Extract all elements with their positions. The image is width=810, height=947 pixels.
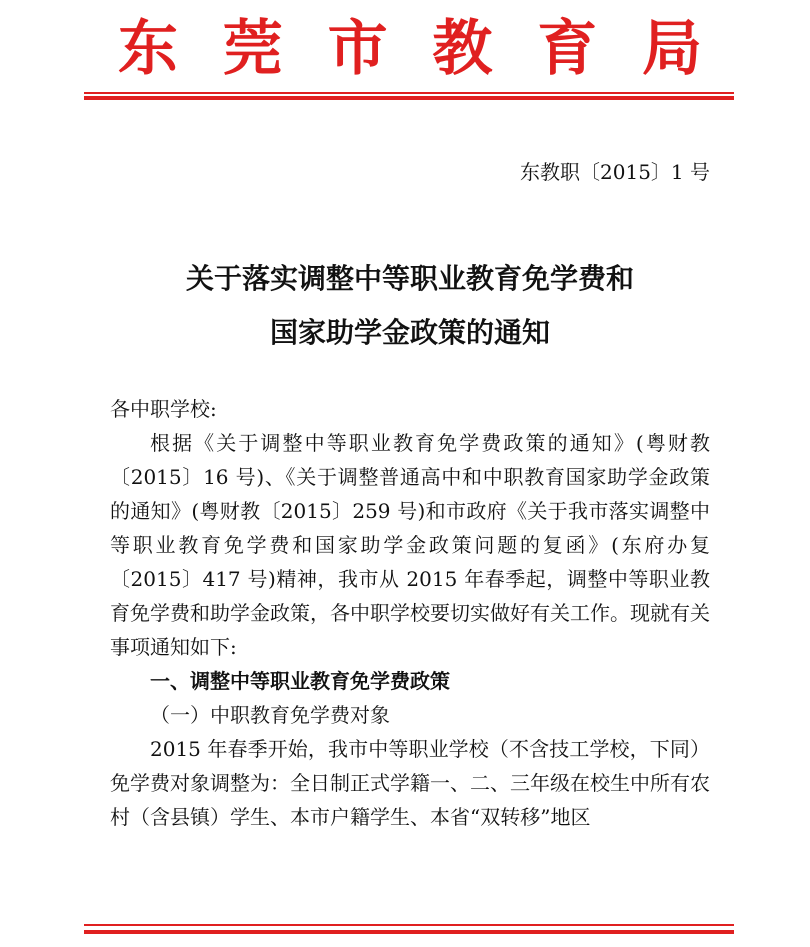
- salutation: 各中职学校:: [110, 397, 217, 421]
- subsection-heading: （一）中职教育免学费对象: [150, 703, 390, 727]
- document-body: [110, 392, 710, 834]
- document-number: 东教职〔2015〕1 号: [520, 160, 710, 184]
- letterhead-char: 东: [118, 14, 178, 84]
- letterhead-char: 育: [537, 14, 598, 84]
- letterhead-divider-thick: [84, 96, 734, 100]
- footer-divider-thick: [84, 930, 734, 934]
- document-title: [110, 252, 710, 360]
- body-paragraph: 2015 年春季开始，我市中等职业学校（不含技工学校，下同）免学费对象调整为：全日制正式学籍一、二、三年级在校生中所有农村（含县镇）学生、本市户籍学生、本省“双转移”地区: [110, 737, 710, 829]
- document-title-line-2: 国家助学金政策的通知: [269, 316, 550, 349]
- section-heading: 一、调整中等职业教育免学费政策: [150, 669, 450, 693]
- letterhead-char: 教: [432, 14, 493, 84]
- document-title-line-1: 关于落实调整中等职业教育免学费和: [185, 262, 634, 295]
- letterhead-char: 局: [641, 14, 702, 84]
- intro-paragraph: 根据《关于调整中等职业教育免学费政策的通知》(粤财教〔2015〕16 号)、《关于调整普通高中和中职教育国家助学金政策的通知》(粤财教〔2015〕259 号)和市政府《关于我市落实调整中等职业教育免学费和国家助学金政策问题的复函》(东府办复〔2015〕417 号)精神，我市从 2015 年春季起，调整中等职业教育免学费和助学金政策，各中职学校要切实做好有关工作。现就有关事项通知如下:: [110, 431, 710, 659]
- letterhead-char: 市: [327, 14, 388, 84]
- footer-divider-thin: [84, 924, 734, 926]
- letterhead-title: [110, 14, 710, 84]
- letterhead-char: 莞: [222, 14, 283, 84]
- letterhead-divider-thin: [84, 92, 734, 94]
